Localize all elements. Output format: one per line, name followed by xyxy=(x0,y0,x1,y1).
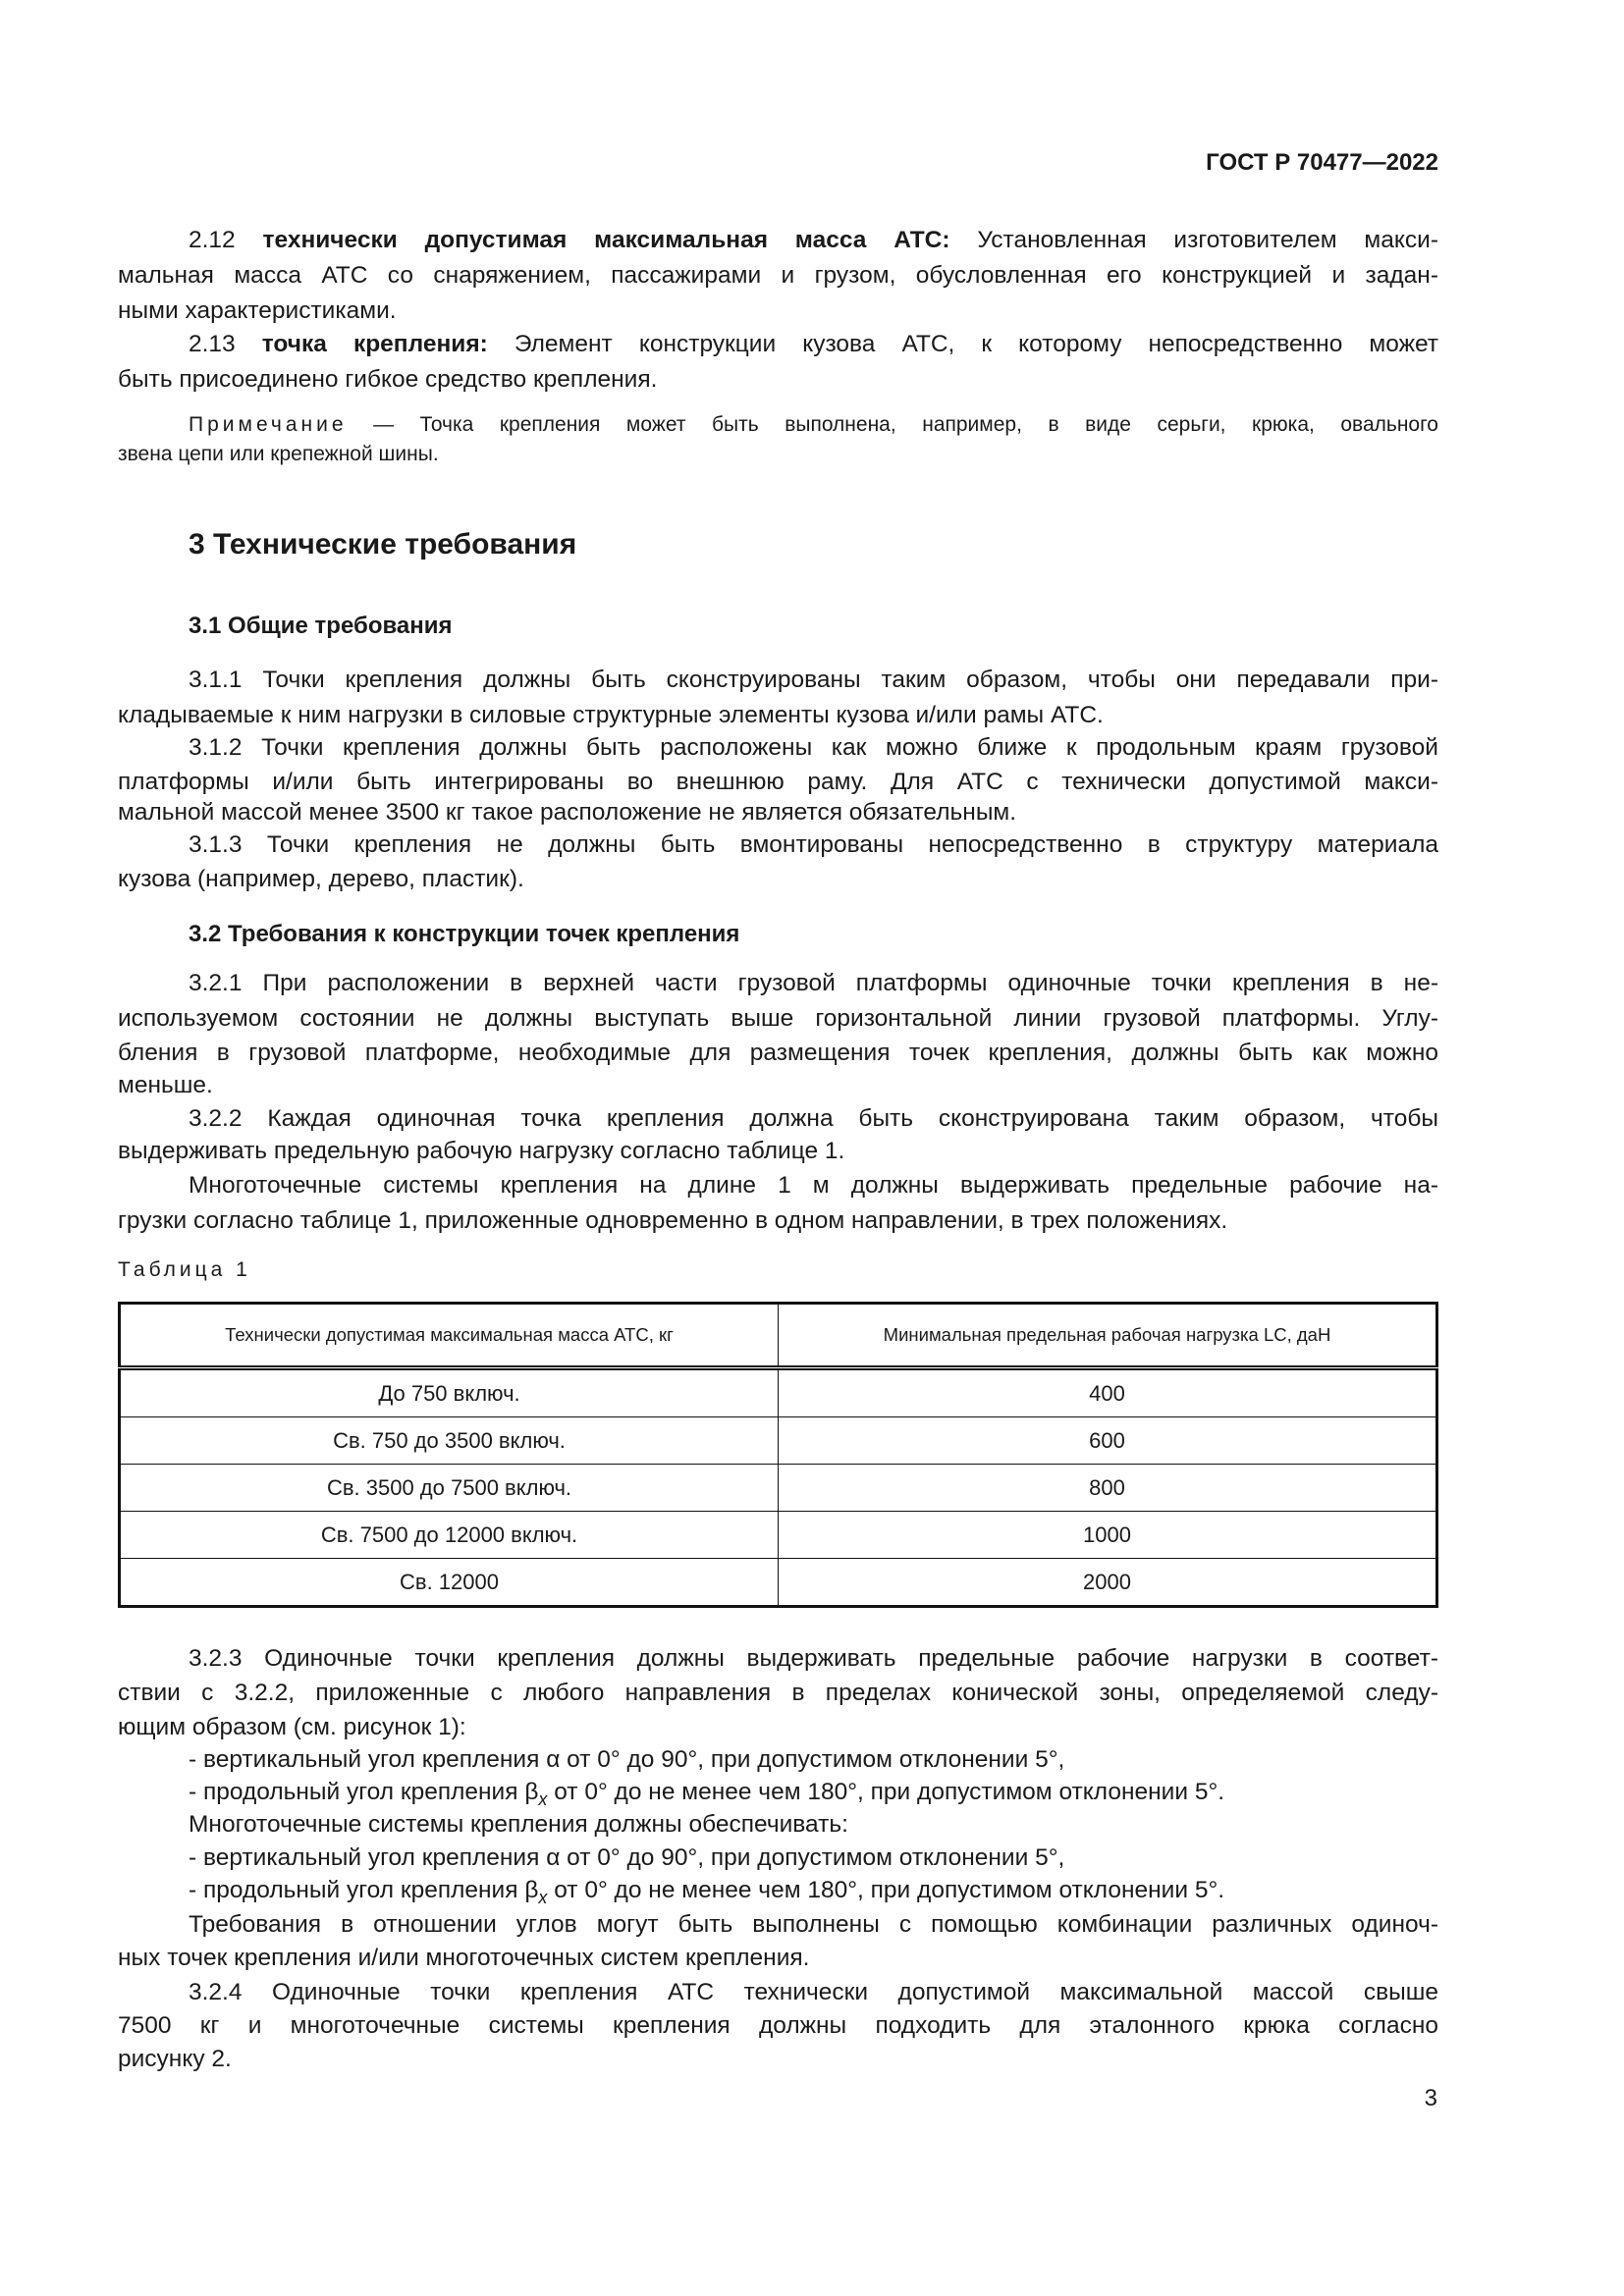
text-line: кладываемые к ним нагрузки в силовые структурные элементы кузова и/или рамы АТС. xyxy=(118,702,1104,728)
document-header: ГОСТ Р 70477—2022 xyxy=(1206,149,1438,176)
text-line: 3.2.3 Одиночные точки крепления должны выдерживать предельные рабочие нагрузки в соответ- xyxy=(189,1645,1438,1672)
term: точка крепления: xyxy=(261,331,488,357)
table-row: Св. 7500 до 12000 включ. 1000 xyxy=(120,1512,1437,1559)
text-line: Многоточечные системы крепления должны обеспечивать: xyxy=(189,1811,848,1838)
text-line: грузки согласно таблице 1, приложенные одновременно в одном направлении, в трех положениях. xyxy=(118,1207,1228,1234)
text-line: ными характеристиками. xyxy=(118,297,397,324)
table-row: Св. 12000 2000 xyxy=(120,1559,1437,1607)
text-line: 7500 кг и многоточечные системы крепления должны подходить для эталонного крюка согласно xyxy=(118,2012,1438,2039)
text-line: ных точек крепления и/или многоточечных систем крепления. xyxy=(118,1945,810,1971)
text-line: Многоточечные системы крепления на длине 1 м должны выдерживать предельные рабочие на- xyxy=(189,1172,1438,1199)
text-line: меньше. xyxy=(118,1072,213,1098)
note: Примечание — Точка крепления может быть выполнена, например, в виде серьги, крюка, овального xyxy=(189,413,1438,436)
list-item: - вертикальный угол крепления α от 0° до 90°, при допустимом отклонении 5°, xyxy=(189,1844,1065,1871)
column-header: Технически допустимая максимальная масса АТС, кг xyxy=(120,1304,779,1368)
text-line: рисунку 2. xyxy=(118,2046,232,2072)
list-item: - вертикальный угол крепления α от 0° до 90°, при допустимом отклонении 5°, xyxy=(189,1746,1065,1773)
text-line: 3.2.1 При расположении в верхней части грузовой платформы одиночные точки крепления в не- xyxy=(189,970,1438,996)
text-line: мальная масса АТС со снаряжением, пассажирами и грузом, обусловленная его конструкцией и задан- xyxy=(118,262,1438,289)
text-line: 3.1.3 Точки крепления не должны быть вмонтированы непосредственно в структуру материала xyxy=(189,831,1438,858)
text-line: 3.1.1 Точки крепления должны быть сконструированы таким образом, чтобы они передавали при- xyxy=(189,667,1438,693)
table-caption: Таблица 1 xyxy=(118,1258,251,1281)
subsection-heading: 3.1 Общие требования xyxy=(189,613,453,639)
text-line: используемом состоянии не должны выступать выше горизонтальной линии грузовой платформы. Углу- xyxy=(118,1005,1438,1032)
text-line: бления в грузовой платформе, необходимые для размещения точек крепления, должны быть как можно xyxy=(118,1040,1438,1066)
text-line: мальной массой менее 3500 кг такое расположение не является обязательным. xyxy=(118,799,1017,826)
text-line: звена цепи или крепежной шины. xyxy=(118,443,439,465)
paragraph-2-12: 2.12 технически допустимая максимальная масса АТС: Установленная изготовителем макси- xyxy=(189,227,1438,253)
page-number: 3 xyxy=(1424,2085,1437,2111)
text-line: 3.2.4 Одиночные точки крепления АТС технически допустимой максимальной массой свыше xyxy=(189,1979,1438,2005)
text-line: 3.2.2 Каждая одиночная точка крепления должна быть сконструирована таким образом, чтобы xyxy=(189,1105,1438,1132)
table-row: Св. 750 до 3500 включ. 600 xyxy=(120,1417,1437,1465)
section-heading: 3 Технические требования xyxy=(189,528,577,561)
text-line: кузова (например, дерево, пластик). xyxy=(118,866,524,892)
text-line: платформы и/или быть интегрированы во внешнюю раму. Для АТС с технически допустимой макси- xyxy=(118,769,1438,795)
text-line: выдерживать предельную рабочую нагрузку согласно таблице 1. xyxy=(118,1138,845,1164)
text-line: 3.1.2 Точки крепления должны быть расположены как можно ближе к продольным краям грузовой xyxy=(189,734,1438,761)
paragraph-2-13: 2.13 точка крепления: Элемент конструкции кузова АТС, к которому непосредственно может xyxy=(189,331,1439,357)
table-row: До 750 включ. 400 xyxy=(120,1368,1437,1417)
load-table xyxy=(118,1302,1438,1608)
table-header-row xyxy=(120,1304,1437,1368)
term: технически допустимая максимальная масса АТС: xyxy=(262,227,950,253)
text-line: быть присоединено гибкое средство крепления. xyxy=(118,366,658,393)
text-line: ствии с 3.2.2, приложенные с любого направления в пределах конической зоны, определяемой следу- xyxy=(118,1680,1438,1706)
subsection-heading: 3.2 Требования к конструкции точек крепления xyxy=(189,921,740,947)
list-item: - продольный угол крепления $\beta_x$ от 0° до не менее чем 180°, при допустимом отклонении 5°. xyxy=(189,1877,1225,1907)
text-line: ющим образом (см. рисунок 1): xyxy=(118,1714,466,1740)
column-header: Минимальная предельная рабочая нагрузка LC, даН xyxy=(779,1304,1437,1368)
table-row: Св. 3500 до 7500 включ. 800 xyxy=(120,1465,1437,1512)
text-line: Требования в отношении углов могут быть выполнены с помощью комбинации различных одиноч- xyxy=(189,1911,1438,1938)
note-label: Примечание xyxy=(189,413,348,436)
list-item: - продольный угол крепления $\beta_x$ от 0° до не менее чем 180°, при допустимом отклонении 5°. xyxy=(189,1779,1225,1809)
